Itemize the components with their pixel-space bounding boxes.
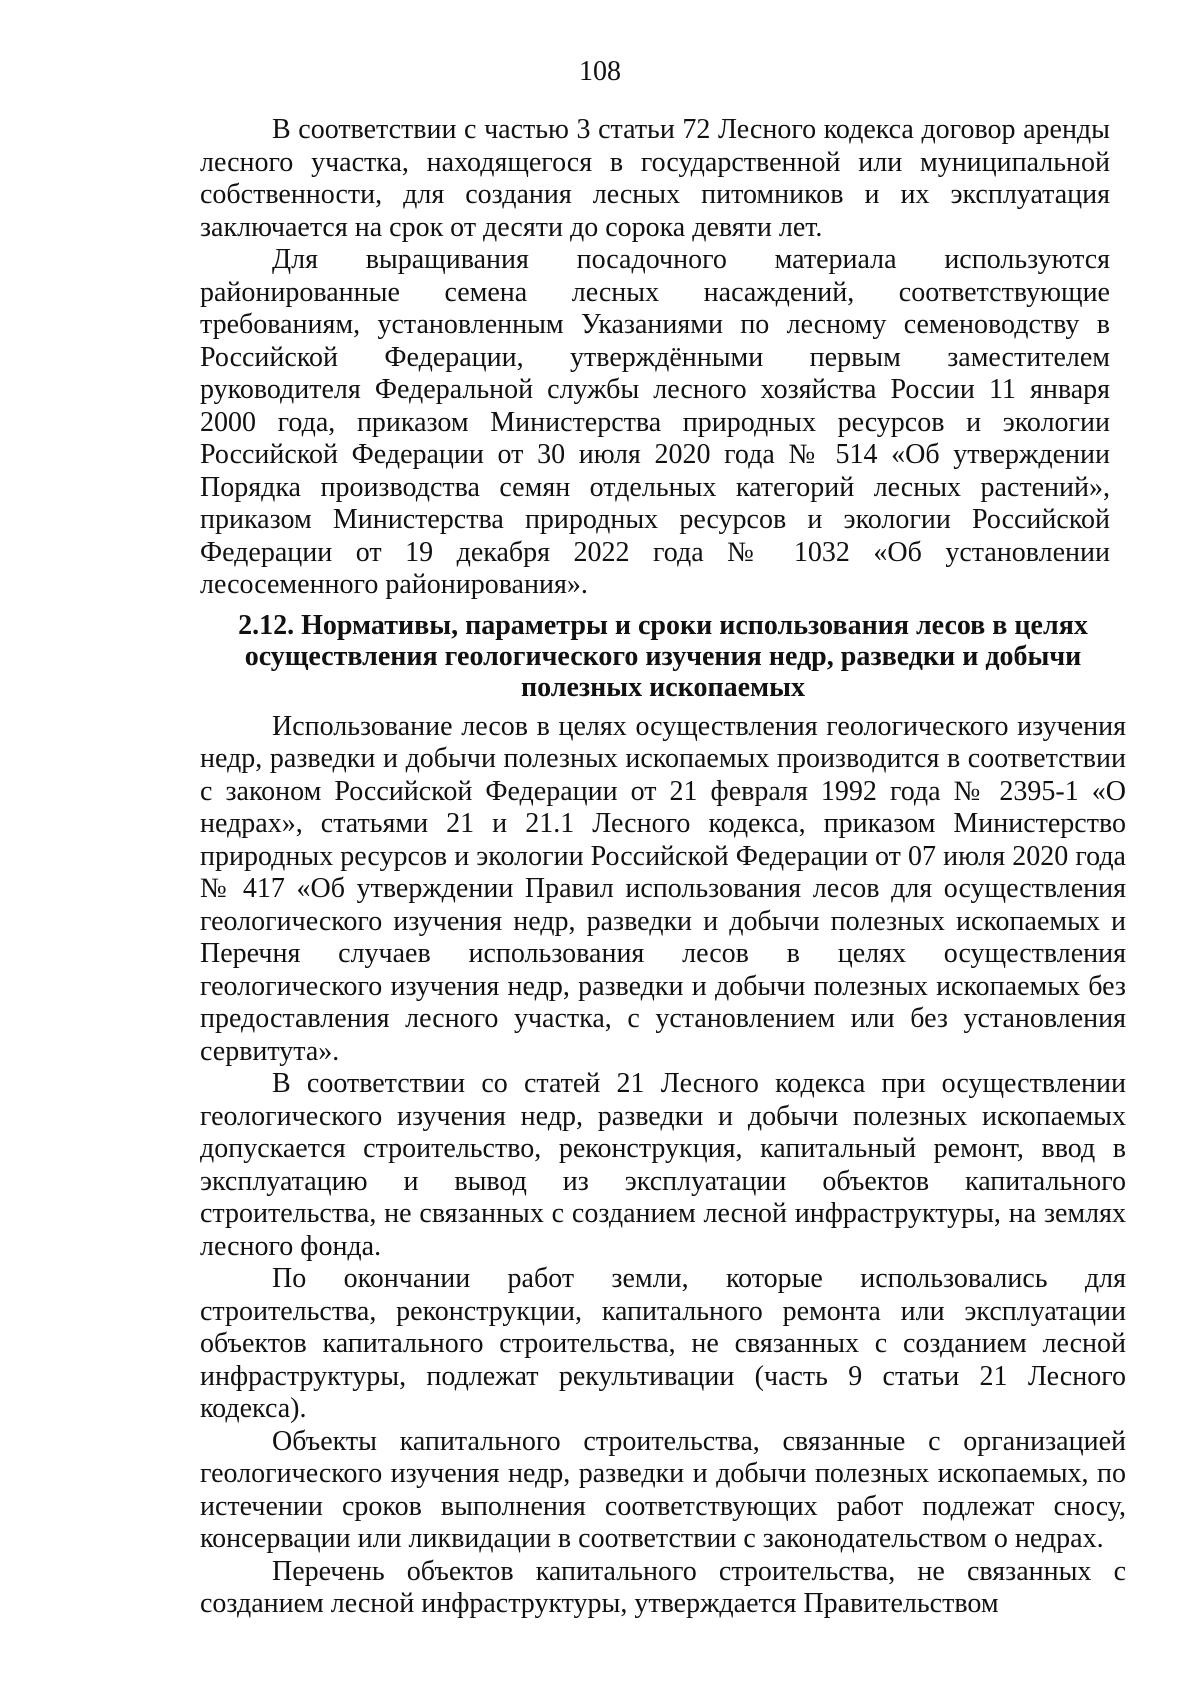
paragraph-recultivation: По окончании работ земли, которые использовались для строительства, реконструкции, капитального ремонта или эксплуатации объектов капитального строительства, не связанных с созданием лесной инфраструктуры, подлежат рекультивации (часть 9 статьи 21 Лесного кодекса). [200, 1263, 1126, 1424]
document-body [200, 114, 1126, 1621]
paragraph-objects-list: Перечень объектов капитального строительства, не связанных с созданием лесной инфраструктуры, утверждается Правительством [200, 1555, 1126, 1619]
paragraph-nursery-lease-term: В соответствии с частью 3 статьи 72 Лесного кодекса договор аренды лесного участка, находящегося в государственной или муниципальной собственности, для создания лесных питомников и их эксплуатация заключается на срок от десяти до сорока девяти лет. [200, 114, 1110, 243]
paragraph-demolition: Объекты капитального строительства, связанные с организацией геологического изучения недр, разведки и добычи полезных ископаемых, по истечении сроков выполнения соответствующих работ подлежат сносу, консервации или ликвидации в соответствии с законодательством о недрах. [200, 1425, 1126, 1554]
text-block-after-heading [200, 711, 1126, 1621]
text-block-before-heading [200, 114, 1110, 602]
page-number: 108 [579, 56, 621, 87]
paragraph-construction-allowed: В соответствии со статей 21 Лесного кодекса при осуществлении геологического изучения недр, разведки и добычи полезных ископаемых допускается строительство, реконструкция, капитальный ремонт, ввод в эксплуатацию и вывод из эксплуатации объектов капитального строительства, не связанных с созданием лесной инфраструктуры, на землях лесного фонда. [200, 1068, 1126, 1262]
paragraph-seed-requirements: Для выращивания посадочного материала используются районированные семена лесных насаждений, соответствующие требованиям, установленным Указаниями по лесному семеноводству в Российской Федерации, утверждёнными первым заместителем руководителя Федеральной службы лесного хозяйства России 11 января 2000 года, приказом Министерства природных ресурсов и экологии Российской Федерации от 30 июля 2020 года № 514 «Об утверждении Порядка производства семян отдельных категорий лесных растений», приказом Министерства природных ресурсов и экологии Российской Федерации от 19 декабря 2022 года № 1032 «Об установлении лесосеменного районирования». [200, 244, 1110, 600]
section-heading: 2.12. Нормативы, параметры и сроки использования лесов в целях осуществления геологического изучения недр, разведки и добычи полезных ископаемых [238, 609, 1088, 703]
paragraph-legal-basis: Использование лесов в целях осуществления геологического изучения недр, разведки и добычи полезных ископаемых производится в соответствии с законом Российской Федерации от 21 февраля 1992 года № 2395-1 «О недрах», статьями 21 и 21.1 Лесного кодекса, приказом Министерство природных ресурсов и экологии Российской Федерации от 07 июля 2020 года № 417 «Об утверждении Правил использования лесов для осуществления геологического изучения недр, разведки и добычи полезных ископаемых и Перечня случаев использования лесов в целях осуществления геологического изучения недр, разведки и добычи полезных ископаемых без предоставления лесного участка, с установлением или без установления сервитута». [200, 710, 1126, 1067]
